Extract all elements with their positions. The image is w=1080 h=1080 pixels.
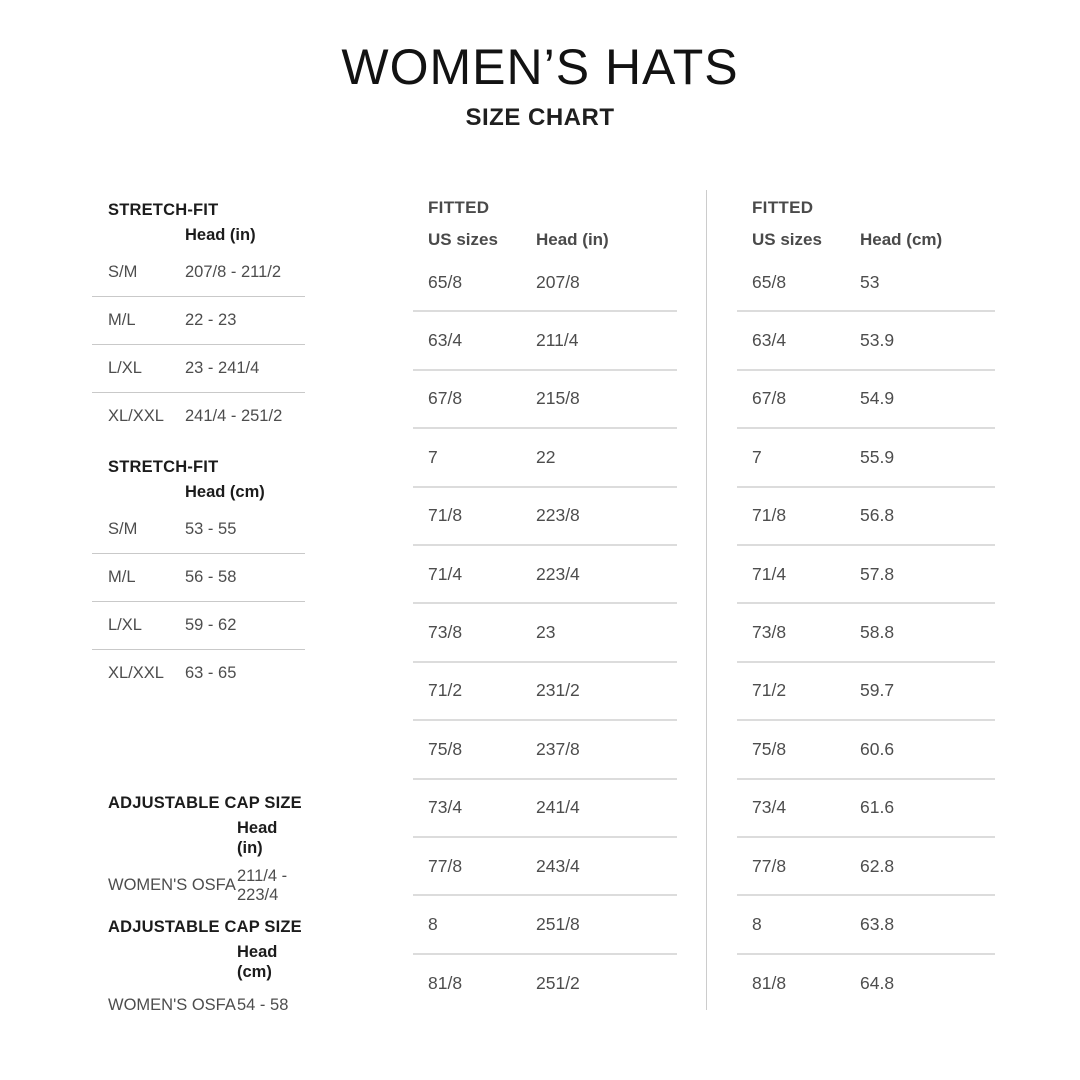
- column-divider: [706, 190, 707, 1010]
- table-rows: [92, 982, 305, 1029]
- us-size-value: 63/4: [428, 330, 463, 351]
- head-measure-value: 23: [536, 622, 556, 643]
- table-row: [413, 780, 677, 838]
- table-row: [737, 254, 995, 312]
- us-size-value: 8: [752, 913, 762, 934]
- size-label: S/M: [108, 263, 138, 281]
- head-measure-value: 62.8: [860, 855, 895, 876]
- table-row: [737, 663, 995, 721]
- head-measure-value: 55.9: [860, 446, 895, 467]
- us-size-value: 73/4: [752, 797, 787, 818]
- stretch-fit-cm-table: [92, 457, 305, 697]
- size-value: 22 - 23: [185, 311, 237, 329]
- size-value: 63 - 65: [185, 664, 237, 682]
- size-label: L/XL: [108, 616, 142, 634]
- table-row: [413, 896, 677, 954]
- size-label: S/M: [108, 520, 138, 538]
- head-measure-value: 59.7: [860, 680, 895, 701]
- us-size-value: 8: [428, 913, 438, 934]
- us-size-value: 71/8: [752, 505, 787, 526]
- size-label: XL/XXL: [108, 664, 164, 682]
- head-measure-value: 53: [860, 271, 880, 292]
- head-measure-value: 241/4: [536, 797, 580, 818]
- table-row: [92, 506, 305, 554]
- size-value: 23 - 241/4: [185, 359, 260, 377]
- table-row: [737, 312, 995, 370]
- size-label: XL/XXL: [108, 407, 164, 425]
- us-size-value: 77/8: [428, 855, 463, 876]
- us-size-value: 71/4: [752, 563, 787, 584]
- size-value: 207/8 - 211/2: [185, 263, 282, 281]
- table-title: ADJUSTABLE CAP SIZE: [108, 918, 302, 936]
- us-size-value: 81/8: [428, 973, 463, 994]
- table-row: [737, 429, 995, 487]
- head-measure-value: 243/4: [536, 855, 580, 876]
- head-cm-header: Head (cm): [860, 230, 943, 249]
- head-measure-value: 58.8: [860, 622, 895, 643]
- us-size-value: 71/4: [428, 563, 463, 584]
- size-label: WOMEN'S OSFA: [108, 876, 236, 894]
- table-row: [413, 371, 677, 429]
- size-label: M/L: [108, 311, 136, 329]
- us-size-value: 7: [428, 446, 438, 467]
- us-size-value: 73/8: [428, 622, 463, 643]
- size-value: 53 - 55: [185, 520, 237, 538]
- table-rows: [413, 254, 677, 1013]
- page-subtitle: SIZE CHART: [465, 104, 615, 131]
- head-measure-value: 251/2: [536, 973, 580, 994]
- head-measure-value: 215/8: [536, 388, 580, 409]
- table-row: [92, 650, 305, 697]
- size-value: 54 - 58: [237, 996, 289, 1014]
- us-size-value: 81/8: [752, 973, 787, 994]
- us-sizes-header: US sizes: [428, 230, 498, 249]
- table-row: [413, 663, 677, 721]
- us-size-value: 65/8: [752, 271, 787, 292]
- us-sizes-header: US sizes: [752, 230, 822, 249]
- head-measure-value: 223/4: [536, 563, 580, 584]
- head-in-header: Head (in): [536, 230, 609, 249]
- adjustable-cap-in-table: [92, 793, 305, 909]
- us-size-value: 7: [752, 446, 762, 467]
- head-measure-value: 64.8: [860, 973, 895, 994]
- table-rows: [92, 506, 305, 697]
- us-size-value: 67/8: [428, 388, 463, 409]
- table-row: [737, 546, 995, 604]
- table-row: [737, 838, 995, 896]
- column-header: Head (in): [185, 226, 256, 244]
- us-size-value: 71/8: [428, 505, 463, 526]
- us-size-value: 67/8: [752, 388, 787, 409]
- size-value: 241/4 - 251/2: [185, 407, 283, 425]
- head-measure-value: 63.8: [860, 913, 895, 934]
- table-row: [413, 429, 677, 487]
- head-measure-value: 60.6: [860, 738, 895, 759]
- head-measure-value: 237/8: [536, 738, 580, 759]
- table-row: [737, 371, 995, 429]
- table-row: [737, 488, 995, 546]
- size-label: M/L: [108, 568, 136, 586]
- table-row: [737, 780, 995, 838]
- head-measure-value: 54.9: [860, 388, 895, 409]
- table-rows: [92, 862, 305, 909]
- head-measure-value: 223/8: [536, 505, 580, 526]
- table-row: [92, 554, 305, 602]
- table-title: ADJUSTABLE CAP SIZE: [108, 794, 302, 812]
- us-size-value: 73/8: [752, 622, 787, 643]
- table-rows: [737, 254, 995, 1013]
- head-measure-value: 251/8: [536, 913, 580, 934]
- size-value: 211/4 - 223/4: [237, 866, 288, 904]
- column-header: Head (cm): [185, 483, 265, 501]
- table-row: [737, 721, 995, 779]
- table-row: [413, 955, 677, 1013]
- table-row: [413, 312, 677, 370]
- table-row: [413, 838, 677, 896]
- stretch-fit-in-table: [92, 200, 305, 440]
- us-size-value: 71/2: [752, 680, 787, 701]
- size-value: 59 - 62: [185, 616, 237, 634]
- us-size-value: 73/4: [428, 797, 463, 818]
- table-row: [92, 862, 305, 909]
- table-row: [92, 393, 305, 440]
- head-measure-value: 231/2: [536, 680, 580, 701]
- head-measure-value: 53.9: [860, 330, 895, 351]
- head-measure-value: 211/4: [536, 330, 579, 351]
- table-row: [413, 604, 677, 662]
- table-row: [92, 249, 305, 297]
- table-rows: [92, 249, 305, 440]
- column-header: Head (cm): [237, 943, 278, 981]
- table-title: FITTED: [428, 198, 490, 217]
- size-value: 56 - 58: [185, 568, 237, 586]
- us-size-value: 75/8: [428, 738, 463, 759]
- table-row: [92, 297, 305, 345]
- table-title: STRETCH-FIT: [108, 458, 219, 476]
- table-row: [737, 955, 995, 1013]
- us-size-value: 71/2: [428, 680, 463, 701]
- us-size-value: 75/8: [752, 738, 787, 759]
- us-size-value: 77/8: [752, 855, 787, 876]
- table-row: [92, 982, 305, 1029]
- column-header: Head (in): [237, 819, 278, 857]
- table-row: [413, 546, 677, 604]
- fitted-in-table: [413, 198, 677, 1013]
- table-row: [413, 254, 677, 312]
- table-row: [92, 602, 305, 650]
- head-measure-value: 22: [536, 446, 556, 467]
- table-row: [413, 721, 677, 779]
- table-title: FITTED: [752, 198, 814, 217]
- head-measure-value: 61.6: [860, 797, 895, 818]
- table-title: STRETCH-FIT: [108, 201, 219, 219]
- table-row: [92, 345, 305, 393]
- table-row: [737, 896, 995, 954]
- column-headers: [413, 230, 677, 250]
- size-label: WOMEN'S OSFA: [108, 996, 236, 1014]
- us-size-value: 65/8: [428, 271, 463, 292]
- us-size-value: 63/4: [752, 330, 787, 351]
- head-measure-value: 57.8: [860, 563, 895, 584]
- table-row: [413, 488, 677, 546]
- page-title: WOMEN’S HATS: [341, 39, 739, 95]
- fitted-cm-table: [737, 198, 995, 1013]
- size-label: L/XL: [108, 359, 142, 377]
- head-measure-value: 56.8: [860, 505, 895, 526]
- table-row: [737, 604, 995, 662]
- column-headers: [737, 230, 995, 250]
- adjustable-cap-cm-table: [92, 917, 305, 1029]
- head-measure-value: 207/8: [536, 271, 580, 292]
